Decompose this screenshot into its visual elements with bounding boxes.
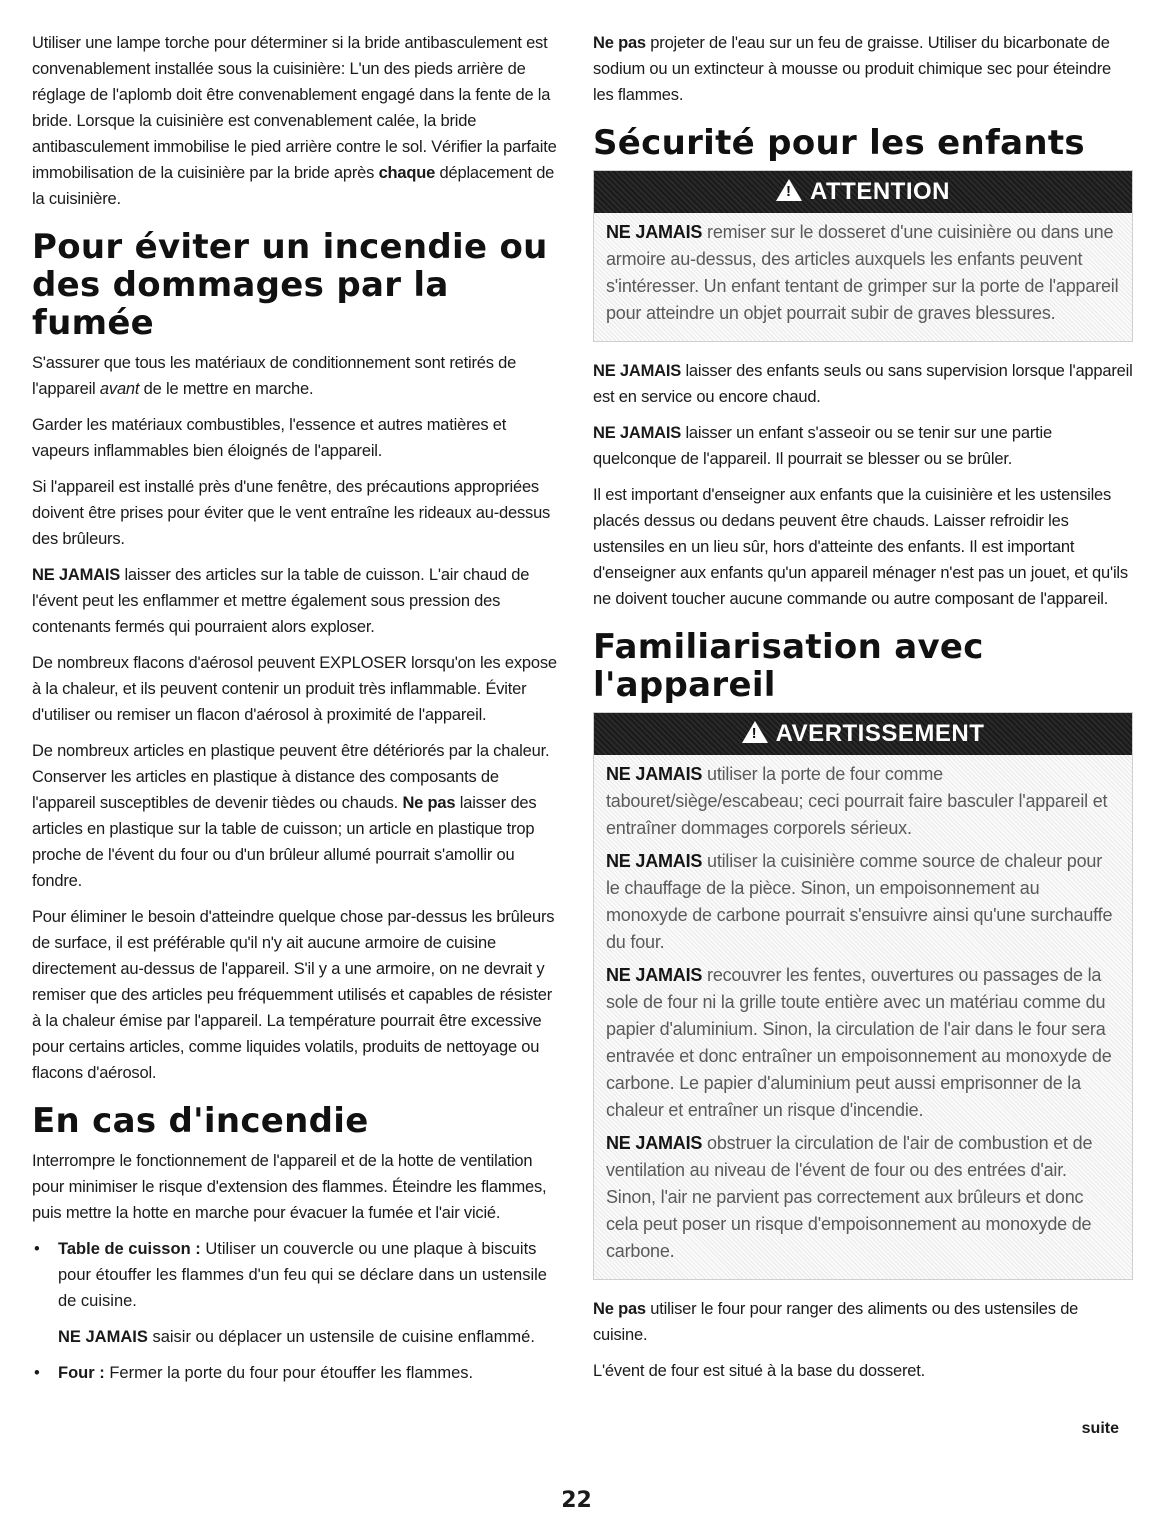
avert-item: NE JAMAIS utiliser la cuisinière comme source de chaleur pour le chauffage de la pièce. Sinon, un empoisonnement au monoxyde de carbone pourrait s'ensuivre ainsi qu'une surchauffe du four.: [606, 851, 1113, 952]
paragraph-1: S'assurer que tous les matériaux de conditionnement sont retirés de l'appareil avant de le mettre en marche.: [32, 354, 517, 398]
heading-enfants: Sécurité pour les enfants: [593, 123, 1085, 163]
heading-familiarisation: Familiarisation avec l'appareil: [593, 627, 984, 705]
right-column: [593, 30, 1133, 1394]
avert-item: NE JAMAIS utiliser la porte de four comme tabouret/siège/escabeau; ceci pourrait faire basculer l'appareil et entraîner dommages corporels sérieux.: [606, 764, 1108, 838]
warning-icon: [742, 721, 768, 743]
avertissement-body: [594, 755, 1132, 1279]
warning-icon: [776, 179, 802, 201]
paragraph-9: NE JAMAIS laisser des enfants seuls ou sans supervision lorsque l'appareil est en service ou encore chaud.: [593, 362, 1133, 406]
continued-label: suite: [1081, 1420, 1119, 1437]
paragraph-graisse: Ne pas projeter de l'eau sur un feu de graisse. Utiliser du bicarbonate de sodium ou un extincteur à mousse ou produit chimique sec pour éteindre les flammes.: [593, 34, 1111, 104]
paragraph-5: De nombreux flacons d'aérosol peuvent EXPLOSER lorsqu'on les expose à la chaleur, et ils peuvent contenir un produit très inflammable. Éviter d'utiliser ou remiser un flacon d'aérosol à proximité de l'appareil.: [32, 654, 557, 724]
attention-body: [594, 213, 1132, 341]
heading-incendie: Pour éviter un incendie ou des dommages par la fumée: [32, 227, 548, 343]
attention-header: !ATTENTION: [594, 171, 1132, 213]
paragraph-3: Si l'appareil est installé près d'une fenêtre, des précautions appropriées doivent être prises pour éviter que le vent entraîne les rideaux au-dessus des brûleurs.: [32, 478, 551, 548]
avertissement-header: !AVERTISSEMENT: [594, 713, 1132, 755]
paragraph-12: Ne pas utiliser le four pour ranger des aliments ou des ustensiles de cuisine.: [593, 1300, 1079, 1344]
paragraph-13: L'évent de four est situé à la base du dosseret.: [593, 1362, 926, 1380]
paragraph-7: Pour éliminer le besoin d'atteindre quelque chose par-dessus les brûleurs de surface, il est préférable qu'il n'y ait aucune armoire de cuisine directement au-dessus de l'appareil. S'il y a une armoire, on ne devrait y remiser que des articles peu fréquemment utilisés et capables de résister à la chaleur émise par l'appareil. La température pourrait être excessive pour certains articles, comme liquides volatils, produits de nettoyage ou flacons d'aérosol.: [32, 908, 555, 1082]
list-subitem: NE JAMAIS saisir ou déplacer un ustensile de cuisine enflammé.: [58, 1328, 535, 1346]
heading-cas-incendie: En cas d'incendie: [32, 1101, 369, 1141]
paragraph-11: Il est important d'enseigner aux enfants que la cuisinière et les ustensiles placés dessus ou dedans peuvent être chauds. Laisser refroidir les ustensiles en un lieu sûr, hors d'atteinte des enfants. Il est important d'enseigner aux enfants qu'un appareil ménager n'est pas un jouet, et qu'ils ne doivent toucher aucune commande ou autre composant de l'appareil.: [593, 486, 1128, 608]
list-item-four: • Four : Fermer la porte du four pour étouffer les flammes.: [32, 1360, 560, 1386]
paragraph-10: NE JAMAIS laisser un enfant s'asseoir ou se tenir sur une partie quelconque de l'appareil. Il pourrait se blesser ou se brûler.: [593, 424, 1053, 468]
avertissement-box: [593, 712, 1133, 1280]
fire-list: [32, 1236, 560, 1386]
page-number: 22: [561, 1488, 592, 1513]
avert-item: NE JAMAIS recouvrer les fentes, ouvertures ou passages de la sole de four ni la grille toute entière avec un matériau comme du papier d'aluminium. Sinon, la circulation de l'air dans le four sera entravée et donc entraîner un empoisonnement au monoxyde de carbone. Le papier d'aluminium peut aussi emprisonner de la chaleur et entraîner un risque d'incendie.: [606, 965, 1112, 1120]
avert-item: NE JAMAIS obstruer la circulation de l'air de combustion et de ventilation au niveau de l'évent de four ou des entrées d'air. Sinon, l'air ne parvient pas correctement aux brûleurs et donc cela peut poser un risque d'empoisonnement au monoxyde de carbone.: [606, 1133, 1093, 1261]
paragraph-bride: Utiliser une lampe torche pour déterminer si la bride antibasculement est convenablement installée sous la cuisinière: L'un des pieds arrière de réglage de l'aplomb doit être convenablement engagé dans la fente de la bride. Lorsque la cuisinière est convenablement calée, la bride antibasculement immobilise le pied arrière contre le sol. Vérifier la parfaite immobilisation de la cuisinière par la bride après chaque déplacement de la cuisinière.: [32, 34, 557, 208]
left-column: [32, 30, 560, 1396]
paragraph-2: Garder les matériaux combustibles, l'essence et autres matières et vapeurs inflammables bien éloignés de l'appareil.: [32, 416, 507, 460]
list-item-table-cuisson: • Table de cuisson : Utiliser un couvercle ou une plaque à biscuits pour étouffer les flammes d'un feu qui se déclare dans un ustensile de cuisine. NE JAMAIS saisir ou déplacer un ustensile de cuisine enflammé.: [32, 1236, 560, 1350]
attention-text: NE JAMAIS remiser sur le dosseret d'une cuisinière ou dans une armoire au-dessus, des articles auxquels les enfants peuvent s'intéresser. Un enfant tentant de grimper sur la porte de l'appareil pour atteindre un objet pourrait subir de graves blessures.: [606, 222, 1119, 323]
paragraph-8: Interrompre le fonctionnement de l'appareil et de la hotte de ventilation pour minimiser le risque d'extension des flammes. Éteindre les flammes, puis mettre la hotte en marche pour évacuer la fumée et l'air vicié.: [32, 1152, 547, 1222]
attention-box: [593, 170, 1133, 342]
paragraph-4: NE JAMAIS laisser des articles sur la table de cuisson. L'air chaud de l'évent peut les enflammer et mettre également sous pression des contenants fermés qui pourraient alors exploser.: [32, 566, 530, 636]
paragraph-6: De nombreux articles en plastique peuvent être détériorés par la chaleur. Conserver les articles en plastique à distance des composants de l'appareil susceptibles de devenir tièdes ou chauds. Ne pas laisser des articles en plastique sur la table de cuisson; un article en plastique trop proche de l'évent du four ou d'un brûleur allumé pourrait s'amollir ou fondre.: [32, 742, 550, 890]
